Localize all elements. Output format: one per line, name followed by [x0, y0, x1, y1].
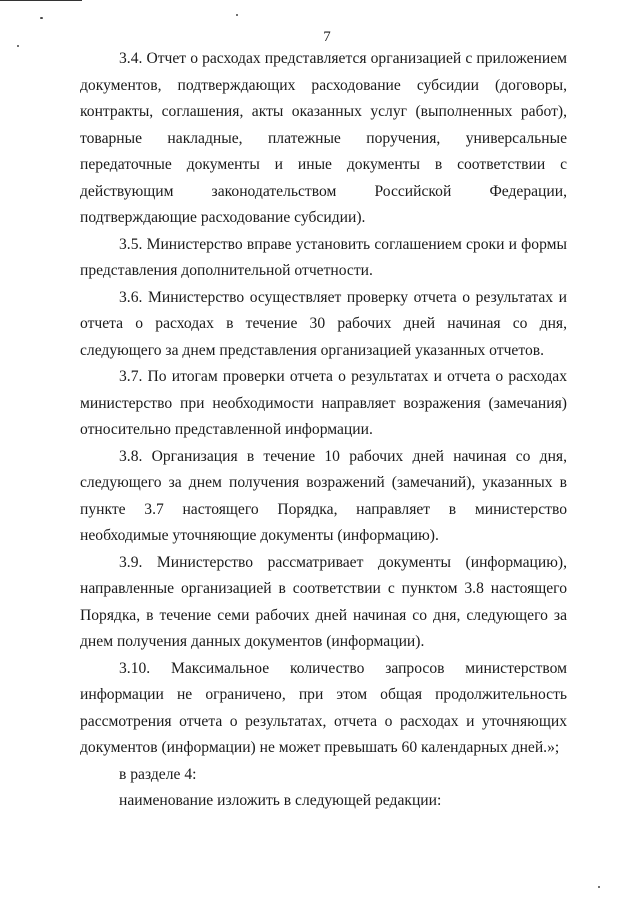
- paragraph-section-4: в разделе 4:: [119, 765, 197, 783]
- paragraph-3-5: 3.5. Министерство вправе установить соглашением сроки и формы представления дополнительной отчетности.: [80, 235, 567, 279]
- paragraph-3-7: 3.7. По итогам проверки отчета о результатах и отчета о расходах министерство при необходимости направляет возражения (замечания) относительно представленной информации.: [80, 368, 567, 438]
- paragraph-3-9: 3.9. Министерство рассматривает документы (информацию), направленные организацией в соответствии с пунктом 3.8 настоящего Порядка, в течение семи рабочих дней начиная со дня, следующего за днем получения данных документов (информации).: [80, 553, 567, 650]
- paragraph-3-4: 3.4. Отчет о расходах представляется организацией с приложением документов, подтверждающих расходование субсидии (договоры, контракты, соглашения, акты оказанных услуг (выполненных работ), товарные накладные, платежные поручения, универсальные передаточные документы и иные документы в соответствии с действующим законодательством Российской Федерации, подтверждающие расходование субсидии).: [80, 50, 567, 226]
- scan-speck: [598, 886, 600, 888]
- scan-edge-rule: [0, 0, 82, 1]
- scan-speck: [236, 14, 238, 16]
- paragraph-3-8: 3.8. Организация в течение 10 рабочих дней начиная со дня, следующего за днем получения возражений (замечаний), указанных в пункте 3.7 настоящего Порядка, направляет в министерство необходимые уточняющие документы (информацию).: [80, 447, 567, 544]
- page-number: 7: [323, 29, 331, 45]
- paragraph-3-10: 3.10. Максимальное количество запросов министерством информации не ограничено, при этом общая продолжительность рассмотрения отчета о результатах, отчета о расходах и уточняющих документов (информации) не может превышать 60 календарных дней.»;: [80, 659, 567, 756]
- scan-speck: [40, 17, 43, 19]
- document-body: [80, 46, 567, 815]
- paragraph-name-edit: наименование изложить в следующей редакции:: [119, 792, 442, 809]
- paragraph-3-6: 3.6. Министерство осуществляет проверку отчета о результатах и отчета о расходах в течение 30 рабочих дней начиная со дня, следующего за днем представления организацией указанных отчетов.: [80, 288, 567, 359]
